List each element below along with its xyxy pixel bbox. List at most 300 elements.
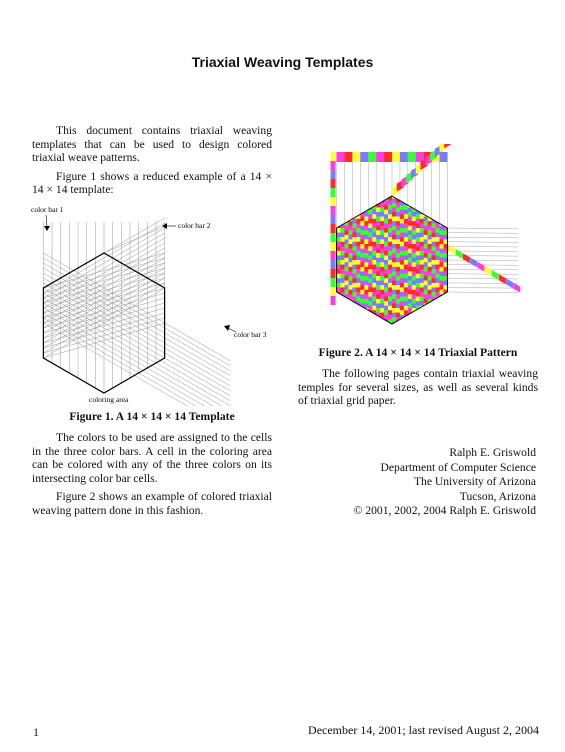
pattern-cell: [337, 324, 341, 328]
pattern-cell: [400, 237, 404, 242]
pattern-cell: [432, 265, 436, 270]
pattern-cell: [348, 253, 352, 258]
pattern-cell: [380, 308, 384, 313]
pattern-cell: [424, 239, 428, 244]
pattern-cell: [416, 251, 420, 256]
pattern-cell: [420, 310, 424, 315]
pattern-cell: [388, 269, 392, 274]
pattern-cell: [440, 313, 444, 318]
pattern-cell: [392, 239, 396, 244]
pattern-cell: [348, 294, 352, 299]
pattern-cell: [364, 313, 368, 318]
pattern-cell: [424, 281, 428, 286]
pattern-cell: [436, 287, 440, 292]
pattern-cell: [337, 233, 341, 238]
pattern-cell: [392, 235, 396, 240]
pattern-cell: [436, 196, 440, 201]
pattern-cell: [396, 244, 400, 249]
pattern-cell: [424, 217, 428, 222]
pattern-cell: [368, 210, 372, 215]
pattern-cell: [348, 258, 352, 263]
pattern-cell: [360, 226, 364, 231]
figure2-caption: Figure 2. A 14 × 14 × 14 Triaxial Pattern: [318, 346, 518, 359]
color-bar-edge-cell: [331, 269, 336, 278]
pattern-cell: [408, 249, 412, 254]
pattern-cell: [443, 308, 447, 313]
pattern-cell: [348, 303, 352, 308]
pattern-cell: [400, 219, 404, 224]
pattern-cell: [400, 292, 404, 297]
pattern-cell: [356, 233, 360, 238]
pattern-cell: [341, 301, 345, 306]
pattern-cell: [428, 230, 432, 235]
pattern-cell: [368, 287, 372, 292]
author-city: Tucson, Arizona: [459, 489, 536, 503]
color-bar-1-cell: [376, 152, 384, 162]
pattern-cell: [356, 205, 360, 210]
pattern-cell: [424, 267, 428, 272]
pattern-cell: [392, 203, 396, 208]
pattern-cell: [404, 301, 408, 306]
pattern-cell: [388, 237, 392, 242]
pattern-cell: [396, 235, 400, 240]
pattern-cell: [380, 249, 384, 254]
pattern-cell: [348, 249, 352, 254]
pattern-cell: [368, 187, 372, 192]
pattern-cell: [337, 260, 341, 265]
pattern-cell: [360, 317, 364, 322]
pattern-cell: [396, 262, 400, 267]
pattern-cell: [376, 317, 380, 322]
pattern-cell: [344, 281, 348, 286]
pattern-cell: [337, 214, 341, 219]
pattern-cell: [372, 292, 376, 297]
pattern-cell: [420, 297, 424, 302]
pattern-cell: [372, 237, 376, 242]
pattern-cell: [376, 308, 380, 313]
pattern-cell: [424, 221, 428, 226]
pattern-cell: [436, 210, 440, 215]
pattern-cell: [337, 210, 341, 215]
pattern-cell: [356, 223, 360, 228]
pattern-cell: [428, 198, 432, 203]
pattern-cell: [416, 297, 420, 302]
pattern-cell: [388, 223, 392, 228]
pattern-cell: [443, 207, 447, 212]
pattern-cell: [388, 278, 392, 283]
pattern-cell: [400, 246, 404, 251]
pattern-cell: [344, 230, 348, 235]
pattern-cell: [348, 276, 352, 281]
pattern-cell: [412, 212, 416, 217]
pattern-cell: [412, 253, 416, 258]
figure1-intro-paragraph: Figure 1 shows a reduced example of a 14 × 14 × 14 template:: [32, 169, 272, 197]
pattern-cell: [360, 235, 364, 240]
pattern-cell: [400, 297, 404, 302]
pattern-cell: [341, 214, 345, 219]
guide-line: [447, 246, 518, 247]
pattern-cell: [364, 189, 368, 194]
pattern-cell: [384, 310, 388, 315]
pattern-cell: [344, 290, 348, 295]
pattern-cell: [392, 308, 396, 313]
pattern-cell: [404, 205, 408, 210]
pattern-cell: [440, 194, 444, 199]
pattern-cell: [364, 258, 368, 263]
pattern-cell: [432, 274, 436, 279]
pattern-cell: [372, 233, 376, 238]
pattern-cell: [443, 203, 447, 208]
pattern-cell: [337, 205, 341, 210]
pattern-cell: [440, 281, 444, 286]
pattern-cell: [440, 244, 444, 249]
pattern-cell: [348, 212, 352, 217]
pattern-cell: [352, 315, 356, 320]
color-bar-edge-cell: [331, 179, 336, 188]
pattern-cell: [352, 201, 356, 206]
color-bar-3-cell: [463, 253, 470, 263]
pattern-cell: [337, 269, 341, 274]
pattern-cell: [360, 308, 364, 313]
pattern-cell: [392, 294, 396, 299]
pattern-cell: [356, 255, 360, 260]
pattern-cell: [344, 317, 348, 322]
pattern-cell: [388, 214, 392, 219]
pattern-cell: [360, 271, 364, 276]
pattern-cell: [372, 301, 376, 306]
pattern-cell: [380, 235, 384, 240]
left-column-body: [32, 431, 272, 523]
pattern-cell: [432, 251, 436, 256]
pattern-cell: [356, 324, 360, 328]
pattern-cell: [376, 285, 380, 290]
pattern-cell: [348, 244, 352, 249]
pattern-cell: [400, 228, 404, 233]
figure2-pattern-diagram: [318, 144, 522, 328]
pattern-cell: [368, 292, 372, 297]
pattern-cell: [420, 251, 424, 256]
pattern-cell: [404, 265, 408, 270]
pattern-cell: [384, 228, 388, 233]
pattern-cell: [356, 237, 360, 242]
pattern-cell: [376, 276, 380, 281]
label-color-bar-1: color bar 1: [31, 205, 64, 214]
pattern-cell: [396, 230, 400, 235]
pattern-cell: [364, 294, 368, 299]
label-color-bar-3: color bar 3: [234, 330, 267, 339]
color-bar-edge-cell: [331, 296, 336, 305]
pattern-cell: [344, 276, 348, 281]
pattern-cell: [432, 242, 436, 247]
pattern-cell: [432, 255, 436, 260]
pattern-cell: [443, 217, 447, 222]
pattern-cell: [428, 235, 432, 240]
following-pages-paragraph: The following pages contain triaxial weaving temples for several sizes, as well as several kinds of triaxial grid paper.: [298, 367, 538, 408]
pattern-cell: [416, 228, 420, 233]
pattern-cell: [337, 187, 341, 192]
pattern-cell: [376, 281, 380, 286]
pattern-cell: [364, 239, 368, 244]
colors-paragraph: The colors to be used are assigned to the cells in the three color bars. A cell in the coloring area can be colored with any of the three colors on its intersecting color bar cells.: [32, 431, 272, 485]
pattern-cell: [337, 278, 341, 283]
pattern-cell: [412, 230, 416, 235]
pattern-cell: [416, 233, 420, 238]
pattern-cell: [432, 223, 436, 228]
color-bar-3-cell: [499, 274, 506, 284]
pattern-cell: [388, 292, 392, 297]
pattern-cell: [428, 276, 432, 281]
pattern-cell: [356, 242, 360, 247]
pattern-cell: [428, 267, 432, 272]
pattern-cell: [440, 290, 444, 295]
pattern-cell: [348, 262, 352, 267]
pattern-cell: [428, 322, 432, 327]
pattern-cell: [368, 324, 372, 328]
pattern-cell: [380, 239, 384, 244]
pattern-cell: [408, 276, 412, 281]
pattern-cell: [341, 219, 345, 224]
color-bar-1-cell: [360, 152, 368, 162]
pattern-cell: [420, 278, 424, 283]
pattern-cell: [368, 301, 372, 306]
pattern-cell: [376, 230, 380, 235]
pattern-cell: [348, 285, 352, 290]
pattern-cell: [364, 322, 368, 327]
figure1-template-diagram: [30, 202, 276, 406]
pattern-cell: [356, 228, 360, 233]
pattern-cell: [341, 246, 345, 251]
pattern-cell: [384, 191, 388, 196]
pattern-cell: [372, 260, 376, 265]
pattern-cell: [392, 198, 396, 203]
pattern-cell: [380, 207, 384, 212]
pattern-cell: [428, 221, 432, 226]
pattern-cell: [356, 269, 360, 274]
pattern-cell: [428, 262, 432, 267]
pattern-cell: [432, 205, 436, 210]
pattern-cell: [404, 233, 408, 238]
left-column-intro: [32, 124, 272, 202]
label-coloring-area: coloring area: [89, 395, 129, 404]
pattern-cell: [412, 322, 416, 327]
pattern-cell: [424, 299, 428, 304]
pattern-cell: [360, 189, 364, 194]
pattern-cell: [396, 221, 400, 226]
pattern-cell: [404, 310, 408, 315]
pattern-cell: [341, 242, 345, 247]
pattern-cell: [341, 237, 345, 242]
pattern-cell: [360, 294, 364, 299]
pattern-cell: [376, 326, 380, 328]
pattern-cell: [440, 308, 444, 313]
pattern-cell: [396, 258, 400, 263]
pattern-cell: [404, 287, 408, 292]
pattern-cell: [420, 228, 424, 233]
pattern-cell: [420, 233, 424, 238]
pattern-cell: [388, 246, 392, 251]
pattern-cell: [412, 198, 416, 203]
color-bar-1-cell: [344, 152, 352, 162]
pattern-cell: [408, 271, 412, 276]
pattern-cell: [392, 212, 396, 217]
pattern-cell: [404, 324, 408, 328]
colored-hexagon-area: [337, 187, 448, 328]
pattern-cell: [376, 271, 380, 276]
pattern-cell: [432, 292, 436, 297]
pattern-cell: [380, 267, 384, 272]
pattern-cell: [360, 239, 364, 244]
pattern-cell: [416, 242, 420, 247]
pattern-cell: [424, 230, 428, 235]
pattern-cell: [348, 235, 352, 240]
pattern-cell: [368, 191, 372, 196]
pattern-cell: [368, 269, 372, 274]
pattern-cell: [416, 196, 420, 201]
page-title: Triaxial Weaving Templates: [191, 54, 374, 70]
pattern-cell: [420, 274, 424, 279]
pattern-cell: [344, 258, 348, 263]
pattern-cell: [368, 278, 372, 283]
pattern-cell: [408, 235, 412, 240]
color-bar-edge-cell: [331, 170, 336, 179]
pattern-cell: [384, 324, 388, 328]
pattern-cell: [364, 253, 368, 258]
pattern-cell: [341, 201, 345, 206]
pattern-cell: [420, 237, 424, 242]
pattern-cell: [368, 237, 372, 242]
pattern-cell: [408, 253, 412, 258]
pattern-cell: [376, 198, 380, 203]
pattern-cell: [344, 285, 348, 290]
pattern-cell: [432, 196, 436, 201]
pattern-cell: [420, 301, 424, 306]
color-bar-1-cell: [352, 152, 360, 162]
pattern-cell: [352, 306, 356, 311]
pattern-cell: [428, 212, 432, 217]
pattern-cell: [443, 294, 447, 299]
pattern-cell: [432, 310, 436, 315]
intro-paragraph: This document contains triaxial weaving templates that can be used to design colored triaxial weave patterns.: [32, 124, 272, 165]
color-bar-edge-cell: [331, 287, 336, 296]
pattern-cell: [440, 239, 444, 244]
pattern-cell: [440, 285, 444, 290]
pattern-cell: [380, 322, 384, 327]
pattern-cell: [416, 278, 420, 283]
pattern-cell: [376, 207, 380, 212]
pattern-cell: [424, 249, 428, 254]
pattern-cell: [420, 219, 424, 224]
pattern-cell: [443, 299, 447, 304]
pattern-cell: [376, 212, 380, 217]
pattern-cell: [412, 299, 416, 304]
pattern-cell: [412, 290, 416, 295]
pattern-cell: [428, 203, 432, 208]
pattern-cell: [348, 198, 352, 203]
pattern-cell: [388, 219, 392, 224]
pattern-cell: [424, 189, 428, 194]
pattern-cell: [408, 217, 412, 222]
pattern-cell: [440, 212, 444, 217]
pattern-cell: [364, 299, 368, 304]
pattern-cell: [443, 313, 447, 318]
pattern-cell: [400, 278, 404, 283]
pattern-cell: [356, 287, 360, 292]
pattern-cell: [443, 221, 447, 226]
color-bar-edge-cell: [331, 188, 336, 197]
pattern-cell: [356, 292, 360, 297]
pattern-cell: [400, 260, 404, 265]
pattern-cell: [408, 221, 412, 226]
pattern-cell: [372, 319, 376, 324]
color-bar-2-cell: [444, 144, 451, 148]
pattern-cell: [344, 203, 348, 208]
pattern-cell: [420, 319, 424, 324]
pattern-cell: [380, 194, 384, 199]
pattern-cell: [440, 226, 444, 231]
pattern-cell: [341, 233, 345, 238]
pattern-cell: [432, 191, 436, 196]
pattern-cell: [368, 228, 372, 233]
grid-line: [43, 293, 230, 401]
pattern-cell: [443, 194, 447, 199]
pattern-cell: [360, 258, 364, 263]
pattern-cell: [396, 313, 400, 318]
pattern-cell: [368, 297, 372, 302]
pattern-cell: [380, 326, 384, 328]
pattern-cell: [428, 253, 432, 258]
pattern-cell: [388, 201, 392, 206]
pattern-cell: [404, 214, 408, 219]
pattern-cell: [341, 319, 345, 324]
pattern-cell: [341, 210, 345, 215]
pattern-cell: [364, 271, 368, 276]
pattern-cell: [392, 267, 396, 272]
pattern-cell: [436, 237, 440, 242]
pattern-cell: [352, 269, 356, 274]
pattern-cell: [372, 283, 376, 288]
pattern-cell: [412, 281, 416, 286]
pattern-cell: [384, 255, 388, 260]
pattern-cell: [436, 319, 440, 324]
pattern-cell: [368, 233, 372, 238]
pattern-cell: [364, 285, 368, 290]
pattern-cell: [380, 290, 384, 295]
pattern-cell: [428, 249, 432, 254]
pattern-cell: [360, 267, 364, 272]
cell-group: [337, 187, 448, 328]
pattern-cell: [352, 255, 356, 260]
pattern-cell: [364, 203, 368, 208]
pattern-cell: [337, 297, 341, 302]
pattern-cell: [341, 255, 345, 260]
pattern-cell: [384, 210, 388, 215]
pattern-cell: [432, 319, 436, 324]
pattern-cell: [341, 310, 345, 315]
pattern-cell: [388, 228, 392, 233]
pattern-cell: [416, 187, 420, 192]
pattern-cell: [436, 265, 440, 270]
pattern-cell: [380, 253, 384, 258]
pattern-cell: [440, 262, 444, 267]
pattern-cell: [428, 303, 432, 308]
pattern-cell: [341, 265, 345, 270]
arrowhead-color-bar-1: [44, 226, 50, 231]
pattern-cell: [341, 306, 345, 311]
pattern-cell: [388, 191, 392, 196]
pattern-cell: [352, 187, 356, 192]
pattern-cell: [388, 283, 392, 288]
pattern-cell: [341, 205, 345, 210]
